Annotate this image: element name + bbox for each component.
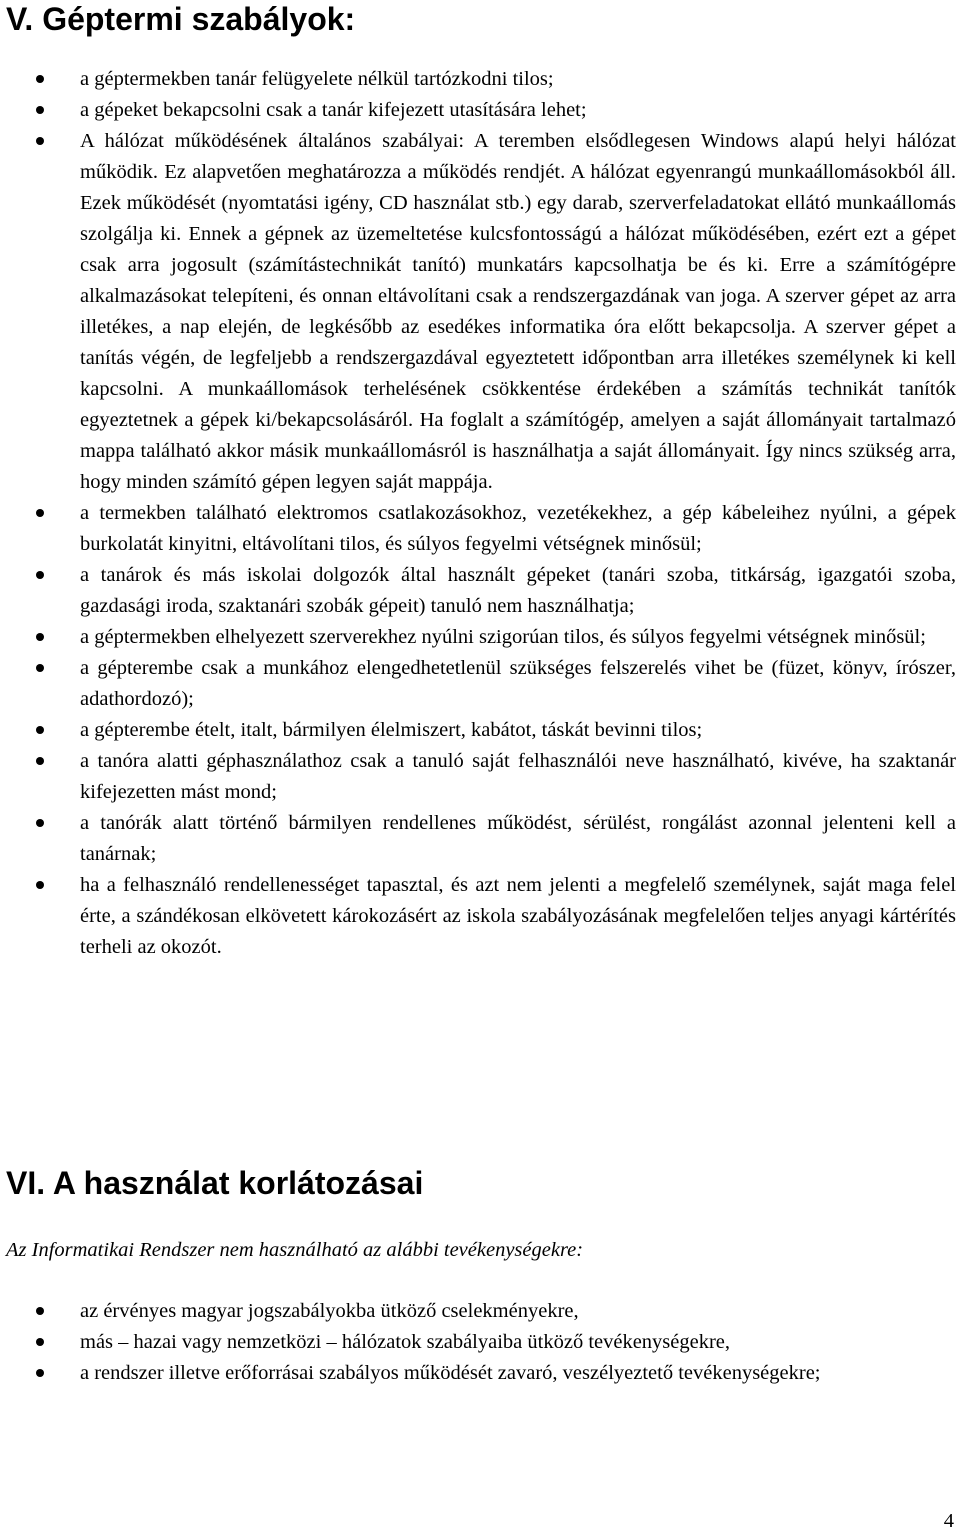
- section-vi-heading: VI. A használat korlátozásai: [6, 1165, 424, 1201]
- list-item-text: a gépterembe ételt, italt, bármilyen élelmiszert, kabátot, táskát bevinni tilos;: [80, 719, 703, 741]
- bullet-icon: [36, 819, 44, 827]
- list-item-text: az érvényes magyar jogszabályokba ütköző cselekményekre,: [80, 1300, 579, 1322]
- list-item-text: a géptermekben tanár felügyelete nélkül tartózkodni tilos;: [80, 68, 554, 90]
- bullet-icon: [36, 75, 44, 83]
- bullet-icon: [36, 757, 44, 765]
- bullet-icon: [36, 509, 44, 517]
- list-item: [0, 64, 956, 95]
- list-item: [0, 126, 956, 498]
- section-v-heading: V. Géptermi szabályok:: [6, 1, 356, 37]
- list-item-text: a rendszer illetve erőforrásai szabályos működését zavaró, veszélyeztető tevékenységekre;: [80, 1362, 821, 1384]
- bullet-icon: [36, 1369, 44, 1377]
- list-item-text: más – hazai vagy nemzetközi – hálózatok szabályaiba ütköző tevékenységekre,: [80, 1331, 731, 1353]
- list-item: [0, 870, 956, 963]
- list-item: [0, 746, 956, 808]
- list-item-text: a gépterembe csak a munkához elengedhetetlenül szükséges felszerelés vihet be (füzet, könyv, írószer, adathordozó);: [80, 657, 956, 710]
- section-vi-restrictions-list: [0, 1296, 956, 1389]
- list-item-text: a tanóra alatti géphasználathoz csak a tanuló saját felhasználói neve használható, kivéve, ha szaktanár kifejezetten mást mond;: [80, 750, 956, 803]
- list-item: [0, 653, 956, 715]
- section-vi-intro: Az Informatikai Rendszer nem használható az alábbi tevékenységekre:: [6, 1239, 584, 1261]
- list-item: [0, 560, 956, 622]
- bullet-icon: [36, 881, 44, 889]
- section-v-rules-list: [0, 64, 956, 963]
- list-item: [0, 1296, 956, 1327]
- list-item: [0, 498, 956, 560]
- list-item: [0, 95, 956, 126]
- bullet-icon: [36, 571, 44, 579]
- page-number: 4: [943, 1510, 954, 1532]
- list-item: [0, 715, 956, 746]
- list-item-text: a termekben található elektromos csatlakozásokhoz, vezetékekhez, a gép kábeleihez nyúlni, a gépek burkolatát kinyitni, eltávolítani tilos, és súlyos fegyelmi vétségnek minősül;: [80, 502, 956, 555]
- list-item-text: a tanárok és más iskolai dolgozók által használt gépeket (tanári szoba, titkárság, igazgatói szoba, gazdasági iroda, szaktanári szobák gépeit) tanuló nem használhatja;: [80, 564, 956, 617]
- bullet-icon: [36, 1307, 44, 1315]
- list-item-text: A hálózat működésének általános szabályai: A teremben elsődlegesen Windows alapú helyi hálózat működik. Ez alapvetően meghatározza a működés rendjét. A hálózat egyenrangú munkaállomásokból áll. Ezek működését (nyomtatási igény, CD használat stb.) egy darab, szerverfeladatokat ellátó munkaállomás szolgálja ki. Ennek a gépnek az üzemeltetése kulcsfontosságú a hálózat működésében, ezért ezt a gépet csak arra jogosult (számítástechnikát tanító) munkatárs kapcsolhatja be és ki. Erre a számítógépre alkalmazásokat telepíteni, és onnan eltávolítani csak a rendszergazdának van joga. A szerver gépet az arra illetékes, a nap elején, de legkésőbb az esedékes informatika óra előtt bekapcsolja. A szerver gépet a tanítás végén, de legfeljebb a rendszergazdával egyeztetett időpontban arra illetékes személynek ki kell kapcsolni. A munkaállomások terhelésének csökkentése érdekében a számítás technikát tanítók egyeztetnek a gépek ki/bekapcsolásáról. Ha foglalt a számítógép, amelyen a saját állományait tartalmazó mappa található akkor másik munkaállomásról is használhatja a saját állományait. Így nincs szükség arra, hogy minden számító gépen legyen saját mappája.: [80, 130, 956, 493]
- list-item: [0, 1358, 956, 1389]
- bullet-icon: [36, 137, 44, 145]
- list-item-text: ha a felhasználó rendellenességet tapasztal, és azt nem jelenti a megfelelő személynek, saját maga felel érte, a szándékosan elkövetett károkozásért az iskola szabályozásának megfelelően teljes anyagi kártérítés terheli az okozót.: [80, 874, 956, 958]
- list-item: [0, 1327, 956, 1358]
- bullet-icon: [36, 633, 44, 641]
- list-item: [0, 808, 956, 870]
- list-item-text: a tanórák alatt történő bármilyen rendellenes működést, sérülést, rongálást azonnal jelenteni kell a tanárnak;: [80, 812, 956, 865]
- bullet-icon: [36, 726, 44, 734]
- list-item: [0, 622, 956, 653]
- list-item-text: a gépeket bekapcsolni csak a tanár kifejezett utasítására lehet;: [80, 99, 587, 121]
- list-item-text: a géptermekben elhelyezett szerverekhez nyúlni szigorúan tilos, és súlyos fegyelmi vétségnek minősül;: [80, 626, 926, 648]
- bullet-icon: [36, 1338, 44, 1346]
- bullet-icon: [36, 664, 44, 672]
- bullet-icon: [36, 106, 44, 114]
